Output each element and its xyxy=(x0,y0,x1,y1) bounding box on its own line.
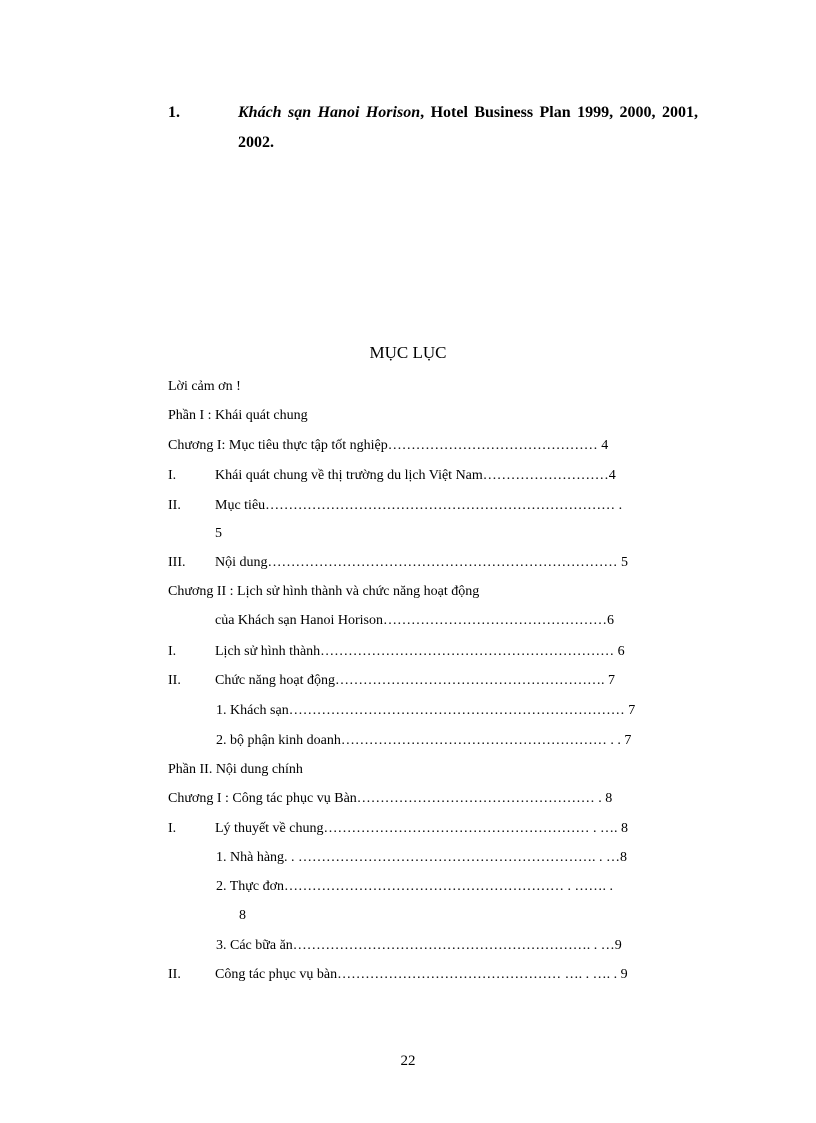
toc-entry: Phần II. Nội dung chính xyxy=(168,762,303,777)
reference-number: 1. xyxy=(168,104,180,121)
toc-entry-page: 5 xyxy=(215,526,222,541)
toc-entry: Khái quát chung về thị trường du lịch Việt Nam………………………4 xyxy=(215,468,616,483)
toc-entry-number: II. xyxy=(168,673,181,688)
toc-entry: Nội dung………………………………………………………………… 5 xyxy=(215,555,628,570)
toc-entry: Phần I : Khái quát chung xyxy=(168,408,308,423)
toc-entry: Chương I : Công tác phục vụ Bàn…………………………………………… . 8 xyxy=(168,791,613,806)
reference-rest: , Hotel Business Plan 1999, 2000, 2001, xyxy=(420,104,698,121)
toc-entry: 2. Thực đơn…………………………………………………… . ……. . xyxy=(216,879,614,894)
toc-entry-number: II. xyxy=(168,498,181,513)
toc-title: MỤC LỤC xyxy=(369,343,447,362)
toc-entry: 1. Nhà hàng. . ………………………………………………………. . …8 xyxy=(216,850,628,865)
toc-entry: Chương I: Mục tiêu thực tập tốt nghiệp……………………………………… 4 xyxy=(168,438,609,453)
toc-entry: Lịch sử hình thành……………………………………………………… 6 xyxy=(215,644,625,659)
toc-entry: 3. Các bữa ăn………………………………………………………. . …9 xyxy=(216,938,622,953)
reference-line-1 xyxy=(238,98,698,128)
toc-entry: 1. Khách sạn……………………………………………………………… 7 xyxy=(216,703,636,718)
toc-entry: Lời cảm ơn ! xyxy=(168,379,241,394)
page-number: 22 xyxy=(400,1053,416,1069)
toc-entry: Chức năng hoạt động…………………………………………………. 7 xyxy=(215,673,615,688)
toc-entry: Công tác phục vụ bàn………………………………………… …. . …. . 9 xyxy=(215,967,628,982)
toc-entry-page: 8 xyxy=(239,908,246,923)
toc-entry: Lý thuyết về chung………………………………………………… . …. 8 xyxy=(215,821,628,836)
toc-entry-number: III. xyxy=(168,555,186,570)
toc-entry-number: II. xyxy=(168,967,181,982)
toc-entry: 2. bộ phận kinh doanh………………………………………………… . . 7 xyxy=(216,733,632,748)
toc-entry-number: I. xyxy=(168,468,177,483)
toc-entry: Mục tiêu………………………………………………………………… . xyxy=(215,498,623,513)
toc-entry: Chương II : Lịch sử hình thành và chức năng hoạt động xyxy=(168,584,480,599)
reference-line-2: 2002. xyxy=(238,134,274,151)
toc-entry-number: I. xyxy=(168,644,177,659)
toc-entry-number: I. xyxy=(168,821,177,836)
reference-title: Khách sạn Hanoi Horison xyxy=(238,104,421,121)
toc-entry: của Khách sạn Hanoi Horison…………………………………………6 xyxy=(215,613,614,628)
